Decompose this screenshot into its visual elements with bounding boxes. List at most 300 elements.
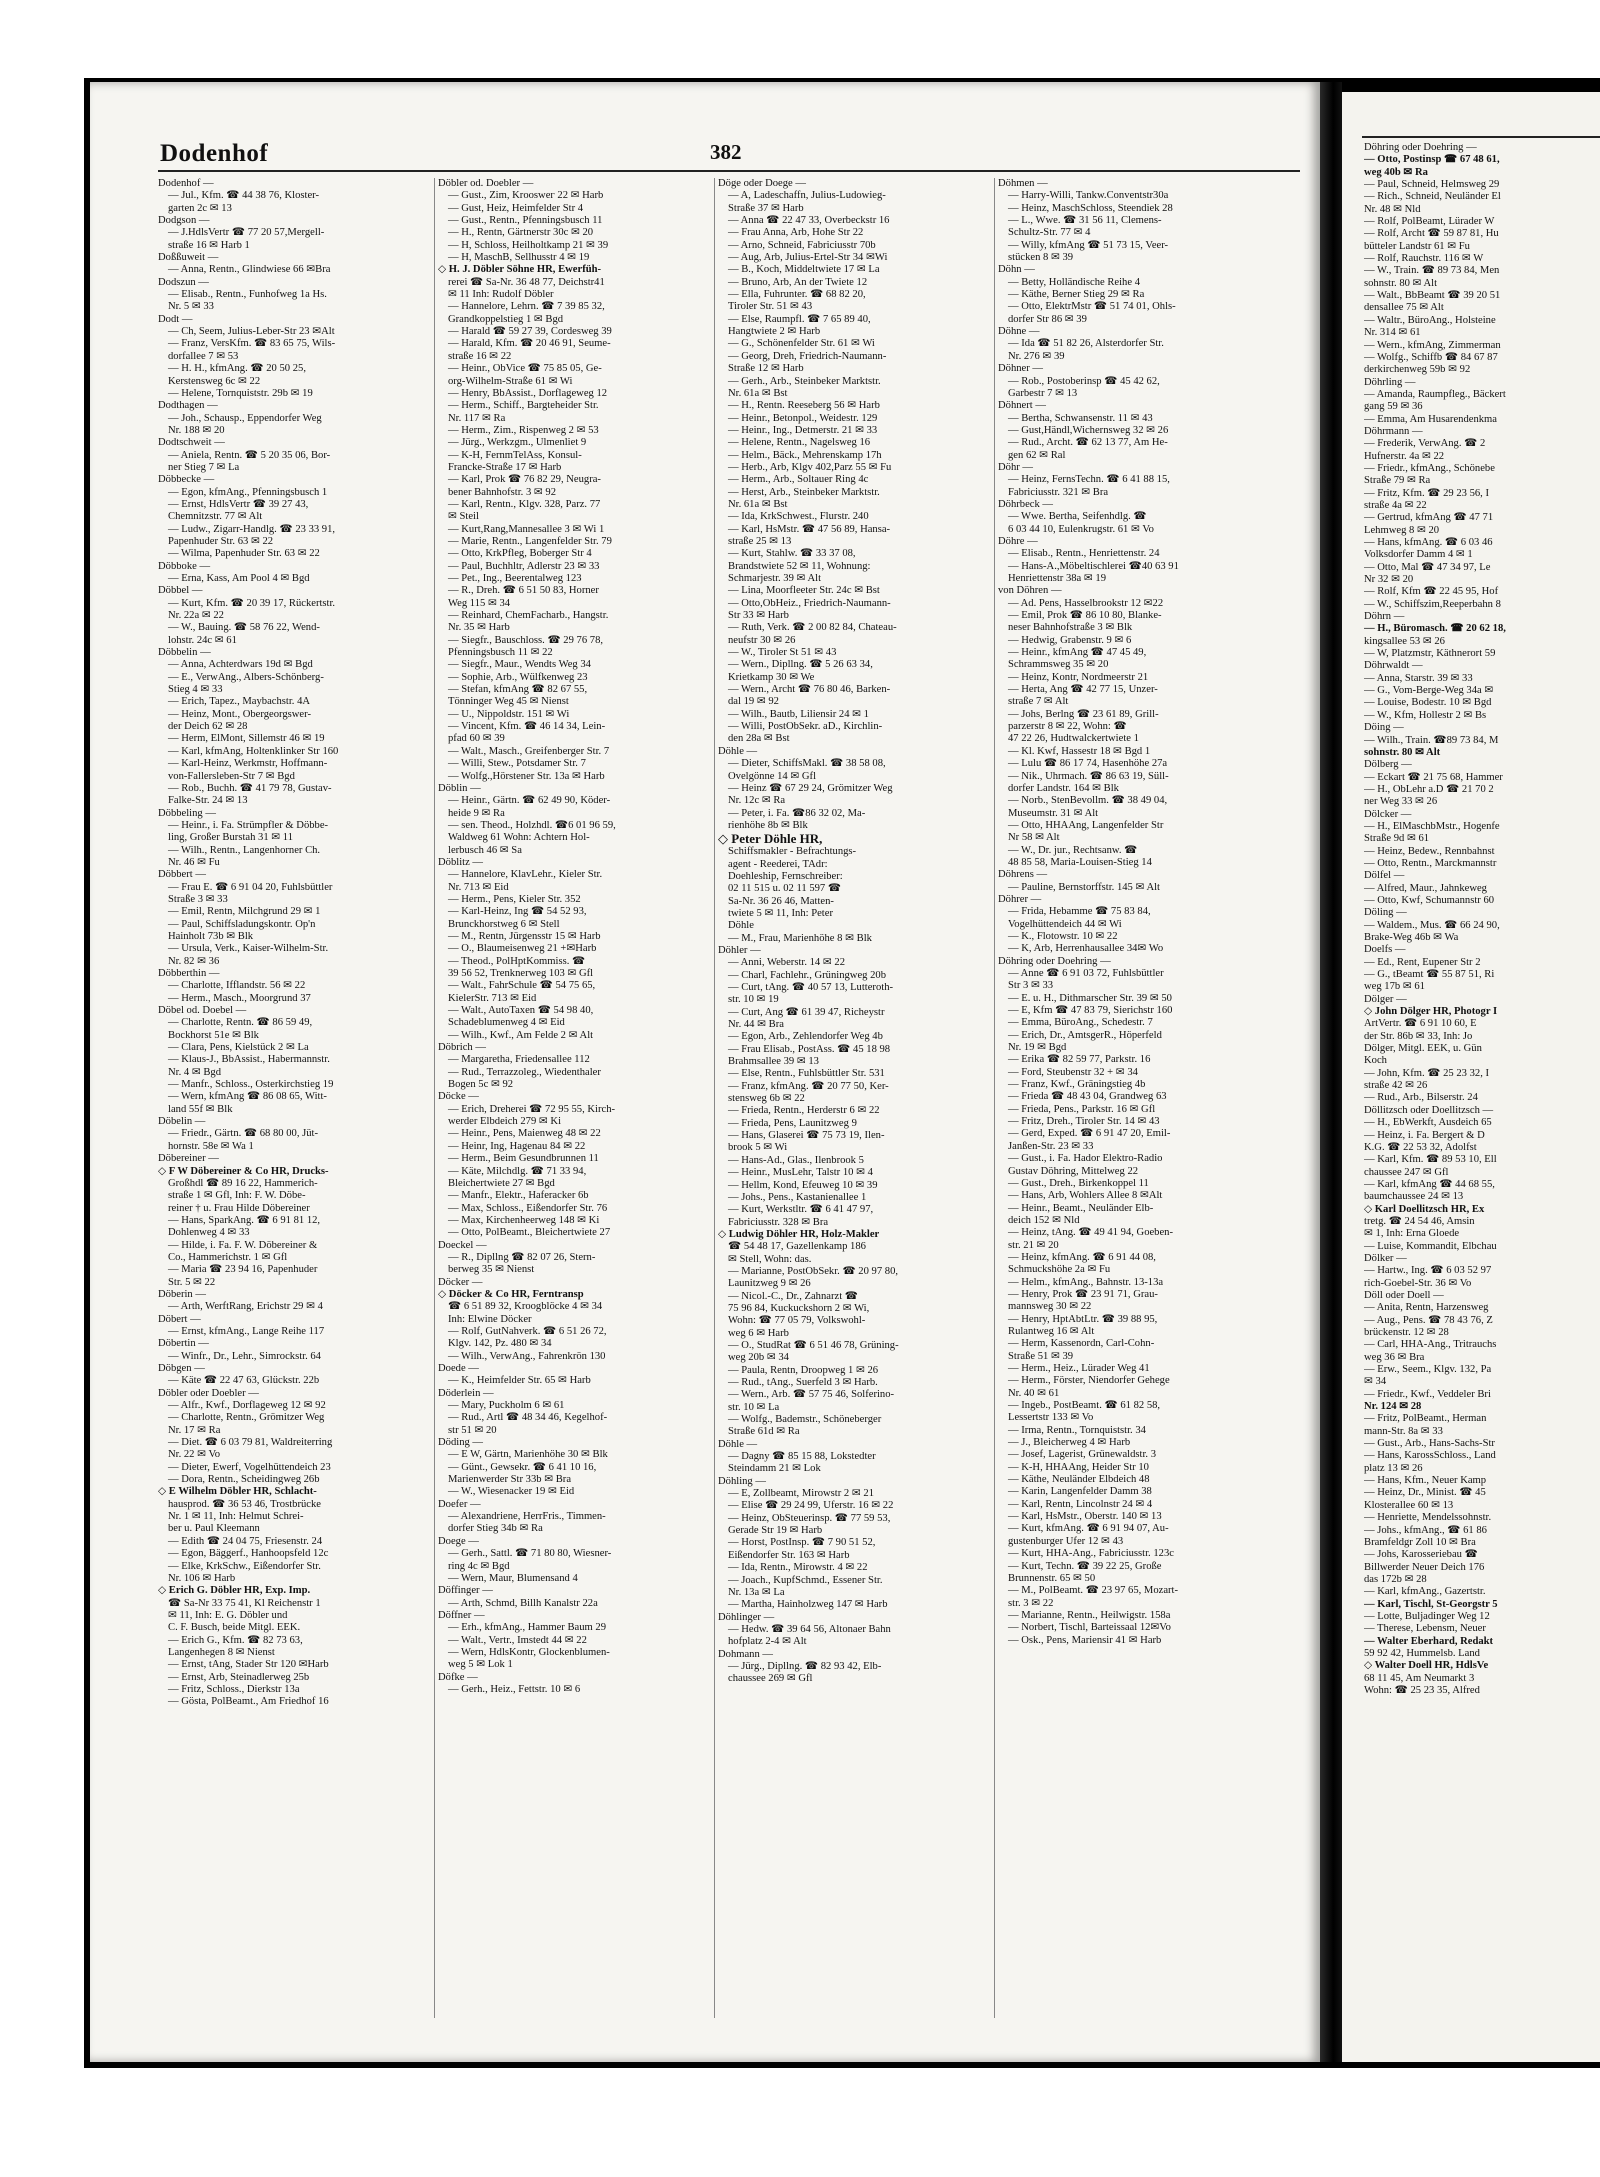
directory-entry: — Curt, Ang ☎ 61 39 47, Richeystr <box>728 1006 885 1018</box>
directory-entry: neufstr 30 ✉ 26 <box>728 634 796 646</box>
directory-entry: Nr. 61a ✉ Bst <box>728 387 788 399</box>
directory-entry: Nr. 117 ✉ Ra <box>448 412 506 424</box>
directory-entry: — Walt., Masch., Greifenberger Str. 7 <box>448 745 610 757</box>
directory-entry: Steindamm 21 ✉ Lok <box>728 1463 821 1475</box>
directory-entry: — W., Wiesenacker 19 ✉ Eid <box>448 1486 575 1498</box>
directory-entry: Fabriciusstr. 328 ✉ Bra <box>728 1216 829 1228</box>
directory-column-5 <box>1364 142 1600 1697</box>
directory-entry: — Hartw., Ing. ☎ 6 03 52 97 <box>1364 1265 1492 1277</box>
directory-entry: — Nicol.-C., Dr., Zahnarzt ☎ <box>728 1290 858 1302</box>
running-head-title: Dodenhof <box>160 140 269 167</box>
directory-entry: ◇ Karl Doellitzsch HR, Ex <box>1364 1203 1485 1215</box>
directory-entry: Schrammsweg 35 ✉ 20 <box>1008 659 1109 671</box>
directory-entry: str. 21 ✉ 20 <box>1008 1239 1059 1251</box>
directory-entry: — Kurt, kfmAng. ☎ 6 91 94 07, Au- <box>1008 1523 1169 1535</box>
directory-entry: — Wern, kfmAng ☎ 86 08 65, Witt- <box>168 1091 327 1103</box>
directory-entry: Nr. 82 ✉ 36 <box>168 955 220 967</box>
directory-entry: — Walt., Vertr., Imstedt 44 ✉ 22 <box>448 1634 587 1646</box>
directory-entry: — Jul., Kfm. ☎ 44 38 76, Kloster- <box>168 190 319 202</box>
directory-entry: Lehmweg 8 ✉ 20 <box>1364 524 1440 536</box>
directory-entry: — Walt., BbBeamt ☎ 39 20 51 <box>1364 290 1501 302</box>
directory-column-1 <box>158 178 430 1709</box>
directory-entry: weg 17b ✉ 61 <box>1364 981 1425 993</box>
directory-entry: derkirchenweg 59b ✉ 92 <box>1364 364 1471 376</box>
directory-entry: — Anita, Rentn, Harzensweg <box>1364 1302 1489 1314</box>
directory-entry: ✉ Steil <box>448 511 479 523</box>
directory-entry: — Franz, kfmAng. ☎ 20 77 50, Ker- <box>728 1080 889 1092</box>
directory-entry: — Siegfr., Bauschloss. ☎ 29 76 78, <box>448 634 604 646</box>
directory-entry: — Herm., Zim., Rispenweg 2 ✉ 53 <box>448 424 599 436</box>
directory-entry: — Ida ☎ 51 82 26, Alsterdorfer Str. <box>1008 338 1164 350</box>
directory-entry: — Karl, kfmAng, Holtenklinker Str 160 <box>168 745 339 757</box>
directory-entry: — Wern, HdlsKontr, Glockenblumen- <box>448 1646 610 1658</box>
directory-entry: — Herta, Ang ☎ 42 77 15, Unzer- <box>1008 684 1158 696</box>
directory-entry: — Karl, Prok ☎ 76 82 29, Neugra- <box>448 474 601 486</box>
directory-entry: straße 7 ✉ Alt <box>1008 696 1069 708</box>
directory-entry: — Norb., StenBevollm. ☎ 38 49 04, <box>1008 795 1168 807</box>
directory-entry: str 51 ✉ 20 <box>448 1424 497 1436</box>
directory-entry: Waldweg 61 Wohn: Achtern Hol- <box>448 832 590 844</box>
directory-entry: — Helene, Tornquiststr. 29b ✉ 19 <box>168 387 313 399</box>
directory-entry: — Heinr., i. Fa. Strümpfler & Döbbe- <box>168 819 329 831</box>
directory-entry: — Günt., Gewsekr. ☎ 6 41 10 16, <box>448 1461 597 1473</box>
directory-entry: — Willy, kfmAng ☎ 51 73 15, Veer- <box>1008 239 1169 251</box>
directory-entry: Vogelhüttendeich 44 ✉ Wi <box>1008 918 1122 930</box>
directory-entry: — Gerh., Heiz., Fettstr. 10 ✉ 6 <box>448 1683 581 1695</box>
directory-entry: Lessertstr 133 ✉ Vo <box>1008 1412 1094 1424</box>
directory-entry: Doehleship, Fernschreiber: <box>728 870 843 882</box>
directory-entry: Dodenhof — <box>158 178 214 189</box>
directory-entry: Großhdl ☎ 89 16 22, Hammerich- <box>168 1177 318 1189</box>
directory-entry: — W., Tiroler St 51 ✉ 43 <box>728 647 837 659</box>
directory-entry: ◇ Erich G. Döbler HR, Exp. Imp. <box>158 1585 311 1597</box>
directory-entry: werder Elbdeich 279 ✉ Ki <box>448 1116 562 1128</box>
directory-entry: Pfenningsbusch 11 ✉ 22 <box>448 647 553 659</box>
directory-entry: — Heinr, Ing, Hagenau 84 ✉ 22 <box>448 1140 586 1152</box>
directory-entry: — Elisab., Rentn., Henriettenstr. 24 <box>1008 548 1160 560</box>
directory-entry: — Johs., kfmAng., ☎ 61 86 <box>1364 1524 1487 1536</box>
directory-entry: Döling — <box>1364 907 1407 919</box>
directory-entry: — Erich G., Kfm. ☎ 82 73 63, <box>168 1634 303 1646</box>
directory-entry: — Herst, Arb., Steinbeker Marktstr. <box>728 486 880 498</box>
directory-entry: weg 6 ✉ Harb <box>728 1327 789 1339</box>
directory-entry: Nr. 44 ✉ Bra <box>728 1019 784 1031</box>
directory-entry: — Frida, Hebamme ☎ 75 83 84, <box>1008 906 1151 918</box>
directory-entry: Döll oder Doell — <box>1364 1289 1444 1301</box>
directory-entry: agent - Reederei, TAdr: <box>728 858 828 870</box>
directory-entry: Volksdorfer Damm 4 ✉ 1 <box>1364 549 1473 561</box>
directory-entry: Döfke — <box>438 1671 478 1683</box>
directory-entry: — Wilh., Train. ☎89 73 84, M <box>1364 734 1499 746</box>
directory-entry: — Marianne, PostObSekr. ☎ 20 97 80, <box>728 1265 899 1277</box>
directory-entry: — Ruth, Verk. ☎ 2 00 82 84, Chateau- <box>728 622 897 634</box>
directory-entry: — Carl, HHA-Ang., Tritrauchs <box>1364 1339 1497 1351</box>
directory-entry: Nr. 35 ✉ Harb <box>448 622 510 634</box>
directory-entry: Papenhuder Str. 63 ✉ 22 <box>168 535 274 547</box>
directory-entry: — Elke, KrkSchw., Eißendorfer Str. <box>168 1560 321 1572</box>
directory-entry: Nr. 22a ✉ 22 <box>168 610 224 622</box>
directory-entry: — Erich, Dreherei ☎ 72 95 55, Kirch- <box>448 1103 616 1115</box>
directory-entry: Döhr — <box>998 461 1034 473</box>
directory-entry: — Otto, Kwf, Schumannstr 60 <box>1364 894 1495 906</box>
directory-column-3 <box>718 178 990 1686</box>
directory-entry: — W., Dr. jur., Rechtsanw. ☎ <box>1008 844 1138 856</box>
directory-entry: Döbberthin — <box>158 968 220 979</box>
directory-entry: — Kurt, HHA-Ang., Fabriciusstr. 123c <box>1008 1548 1174 1560</box>
directory-entry: 02 11 515 u. 02 11 597 ☎ <box>728 883 842 895</box>
directory-entry: Döhling — <box>718 1475 766 1487</box>
directory-entry: Straße 61d ✉ Ra <box>728 1426 800 1438</box>
directory-entry: — Rud., Archt. ☎ 62 13 77, Am He- <box>1008 437 1168 449</box>
directory-entry: — H., EbWerkft, Ausdeich 65 <box>1364 1117 1492 1129</box>
directory-entry: — J.HdlsVertr ☎ 77 20 57,Mergell- <box>168 227 325 239</box>
directory-entry: hornstr. 58e ✉ Wa 1 <box>168 1140 254 1152</box>
directory-entry: — Rud., Terrazzoleg., Wiedenthaler <box>448 1066 601 1078</box>
directory-entry: — Käte ☎ 22 47 63, Glückstr. 22b <box>168 1375 320 1387</box>
directory-entry: — Herm., Heiz., Lürader Weg 41 <box>1008 1363 1150 1374</box>
directory-entry: — K-H, HHAAng, Heider Str 10 <box>1008 1461 1149 1473</box>
directory-entry: — Elise ☎ 29 24 99, Uferstr. 16 ✉ 22 <box>728 1500 894 1512</box>
directory-entry: — Waldem., Mus. ☎ 66 24 90, <box>1364 919 1500 931</box>
directory-entry: — H, MaschB, Sellhusstr 4 ✉ 19 <box>448 252 590 264</box>
directory-entry: — Luise, Kommandit, Elbchau <box>1364 1240 1497 1252</box>
directory-entry: — Käte, Milchdlg. ☎ 71 33 94, <box>448 1165 587 1177</box>
directory-entry: — O., StudRat ☎ 6 51 46 78, Grüning- <box>728 1339 899 1351</box>
directory-entry: — Karl, Rentn, Lincolnstr 24 ✉ 4 <box>1008 1498 1153 1510</box>
directory-entry: Döhrer — <box>998 893 1042 905</box>
directory-entry: parzerstr 8 ✉ 22, Wohn: ☎ <box>1008 721 1127 733</box>
directory-entry: — Erw., Seem., Klgv. 132, Pa <box>1364 1364 1492 1376</box>
directory-entry: — Joh., Schausp., Eppendorfer Weg <box>168 412 322 424</box>
directory-entry: Döbert — <box>158 1313 201 1325</box>
directory-entry: — R., Dipllng ☎ 82 07 26, Stern- <box>448 1251 596 1263</box>
directory-entry: — Fritz, Kfm. ☎ 29 23 56, I <box>1364 487 1490 499</box>
directory-entry: — Herm., Arb., Soltauer Ring 4c <box>728 474 869 486</box>
directory-entry: — W., Train. ☎ 89 73 84, Men <box>1364 265 1500 277</box>
directory-entry: Döing — <box>1364 722 1404 734</box>
directory-entry: deich 152 ✉ Nld <box>1008 1214 1080 1226</box>
directory-entry: Schadeblumenweg 4 ✉ Eid <box>448 1017 565 1029</box>
directory-entry: — Max, Schloss., Eißendorfer Str. 76 <box>448 1202 608 1214</box>
directory-entry: Nr. 40 ✉ 61 <box>1008 1387 1060 1399</box>
directory-entry: Nr. 124 ✉ 28 <box>1364 1401 1422 1413</box>
directory-entry: — Rob., Postoberinsp ☎ 45 42 62, <box>1008 375 1160 387</box>
directory-entry: land 55f ✉ Blk <box>168 1103 233 1115</box>
directory-entry: ring 4c ✉ Bgd <box>448 1560 510 1572</box>
directory-entry: — W., Bauing. ☎ 58 76 22, Wend- <box>168 622 320 634</box>
directory-entry: — W., Schiffszim,Reeperbahn 8 <box>1364 598 1501 610</box>
directory-entry: — Erich, Dr., AmtsgerR., Höperfeld <box>1008 1029 1162 1041</box>
directory-entry: — Käthe, Berner Stieg 29 ✉ Ra <box>1008 289 1145 301</box>
directory-entry: — Horst, PostInsp. ☎ 7 90 51 52, <box>728 1537 876 1549</box>
directory-entry: — Edith ☎ 24 04 75, Friesenstr. 24 <box>168 1535 323 1547</box>
directory-entry: — Pauline, Bernstorffstr. 145 ✉ Alt <box>1008 881 1160 893</box>
directory-entry: — Winfr., Dr., Lehr., Simrockstr. 64 <box>168 1350 321 1362</box>
directory-entry: Schiffsmakler - Befrachtungs- <box>728 846 857 858</box>
directory-entry: — Wwe. Bertha, Seifenhdlg. ☎ <box>1008 511 1147 523</box>
directory-entry: Döhrbeck — <box>998 498 1054 510</box>
directory-entry: — Heinz ☎ 67 29 24, Grömitzer Weg <box>728 782 893 794</box>
directory-entry: Nr 32 ✉ 20 <box>1364 574 1414 586</box>
directory-entry: Döhner — <box>998 363 1044 375</box>
directory-entry: ◇ Ludwig Döhler HR, Holz-Makler <box>718 1228 880 1240</box>
directory-entry: Dölfel — <box>1364 870 1405 882</box>
directory-entry: — H., Rentn, Gärtnerstr 30c ✉ 20 <box>448 227 594 239</box>
directory-entry: str. 3 ✉ 22 <box>1008 1597 1054 1609</box>
directory-entry: Doefer — <box>438 1498 481 1510</box>
directory-entry: Döhnert — <box>998 400 1046 412</box>
directory-entry: Döhring oder Doehring — <box>1364 142 1477 153</box>
directory-entry: mann-Str. 8a ✉ 33 <box>1364 1425 1443 1437</box>
directory-entry: — Heinr., MusLehr, Talstr 10 ✉ 4 <box>728 1167 873 1179</box>
directory-entry: — Hans, Arb, Wohlers Allee 8 ✉Alt <box>1008 1190 1163 1202</box>
directory-entry: — Waltr., BüroAng., Holsteine <box>1364 314 1496 326</box>
directory-entry: — Gust., Rentn., Pfenningsbusch 11 <box>448 215 603 227</box>
directory-entry: Garbestr 7 ✉ 13 <box>1008 387 1078 399</box>
directory-entry: — Siegfr., Maur., Wendts Weg 34 <box>448 659 591 671</box>
directory-entry: — Hans-Ad., Glas., Ilenbrook 5 <box>728 1154 864 1166</box>
directory-entry: — Hedwig, Grabenstr. 9 ✉ 6 <box>1008 634 1132 646</box>
directory-entry: — Wern., Arb. ☎ 57 75 46, Solferino- <box>728 1389 895 1401</box>
directory-entry: str. 10 ✉ 19 <box>728 994 779 1006</box>
directory-entry: Döcke — <box>438 1091 479 1103</box>
directory-entry: Döbbel — <box>158 585 203 597</box>
directory-entry: — Norbert, Tischl, Barteissaal 12✉Vo <box>1008 1622 1171 1634</box>
directory-entry: — G., tBeamt ☎ 55 87 51, Ri <box>1364 969 1495 981</box>
directory-entry: chaussee 247 ✉ Gfl <box>1364 1166 1449 1178</box>
directory-entry: — Louise, Bodestr. 10 ✉ Bgd <box>1364 697 1492 709</box>
directory-entry: Co., Hammerichstr. 1 ✉ Gfl <box>168 1251 288 1263</box>
directory-entry: — Alfr., Kwf., Dorflageweg 12 ✉ 92 <box>168 1400 326 1412</box>
directory-entry: Döberin — <box>158 1288 206 1300</box>
directory-entry: Bogen 5c ✉ 92 <box>448 1079 514 1091</box>
directory-entry: — Margaretha, Friedensallee 112 <box>448 1054 590 1066</box>
directory-entry: Döbler od. Doebler — <box>438 178 534 189</box>
directory-entry: — Ella, Fuhrunter. ☎ 68 82 20, <box>728 289 866 301</box>
directory-entry: — Curt, tAng. ☎ 40 57 13, Lutteroth- <box>728 982 894 993</box>
directory-entry: — Lina, Moorfleeter Str. 24c ✉ Bst <box>728 585 880 597</box>
directory-entry: — Egon, Arb., Zehlendorfer Weg 4b <box>728 1031 883 1043</box>
directory-entry: — Wern., kfmAng, Zimmerman <box>1364 339 1501 351</box>
directory-entry: Billwerder Neuer Deich 176 <box>1364 1561 1485 1573</box>
directory-entry: — Karl, Tischl, St-Georgstr 5 <box>1364 1598 1498 1610</box>
directory-entry: — Otto, Mal ☎ 47 34 97, Le <box>1364 561 1491 573</box>
directory-entry: Stieg 4 ✉ 33 <box>168 684 223 696</box>
directory-entry: densallee 75 ✉ Alt <box>1364 302 1444 314</box>
directory-entry: str. 10 ✉ La <box>728 1401 780 1413</box>
directory-entry: — Walter Eberhard, Redakt <box>1364 1635 1494 1647</box>
directory-entry: Str 3 ✉ 33 <box>1008 980 1054 992</box>
directory-entry: Döhn — <box>998 264 1035 276</box>
directory-entry: bütteler Landstr 61 ✉ Fu <box>1364 240 1470 252</box>
directory-entry: — Bruno, Arb, An der Twiete 12 <box>728 276 868 288</box>
directory-entry: — Irma, Rentn., Tornquiststr. 34 <box>1008 1424 1146 1436</box>
directory-entry: Döhlinger — <box>718 1611 775 1623</box>
directory-entry: — Gust., Dreh., Birkenkoppel 11 <box>1008 1177 1149 1189</box>
directory-entry: ✉ Stell, Wohn: das. <box>728 1253 812 1265</box>
directory-entry: Tiroler Str. 51 ✉ 43 <box>728 301 813 313</box>
directory-entry: Döblitz — <box>438 856 484 868</box>
directory-entry: — Heinz, Bedew., Rennbahnst <box>1364 845 1495 857</box>
directory-entry: Döhrn — <box>1364 611 1405 623</box>
directory-entry: — G., Vom-Berge-Weg 34a ✉ <box>1364 685 1494 697</box>
directory-entry: Straße 3 ✉ 33 <box>168 893 228 905</box>
directory-entry: — Ida, KrkSchwest., Flurstr. 240 <box>728 511 869 523</box>
directory-entry: — Arno, Schneid, Fabriciusstr 70b <box>728 239 876 251</box>
directory-entry: chaussee 269 ✉ Gfl <box>728 1673 813 1685</box>
directory-entry: — H., ObLehr a.D ☎ 21 70 2 <box>1364 783 1494 795</box>
directory-entry: Döbereiner — <box>158 1153 219 1165</box>
directory-entry: — Henry, Prok ☎ 23 91 71, Grau- <box>1008 1288 1158 1300</box>
directory-entry: 39 56 52, Trenknerweg 103 ✉ Gfl <box>448 968 594 979</box>
directory-entry: — H., ElMaschbMstr., Hogenfe <box>1364 820 1500 832</box>
directory-entry: reiner † u. Frau Hilde Döbereiner <box>168 1202 310 1214</box>
directory-entry: — Hedw. ☎ 39 64 56, Altonaer Bahn <box>728 1623 891 1635</box>
directory-entry: Doede — <box>438 1363 479 1374</box>
directory-entry: — Herm., Förster, Niendorfer Gehege <box>1008 1375 1170 1387</box>
directory-entry: 47 22 26, Hudtwalckertwiete 1 <box>1008 733 1139 745</box>
directory-entry: — B., Koch, Middeltwiete 17 ✉ La <box>728 264 880 276</box>
directory-entry: — M., Frau, Marienhöhe 8 ✉ Blk <box>728 932 872 944</box>
directory-entry: Döhle — <box>718 1438 758 1450</box>
directory-entry: ling, Großer Burstah 31 ✉ 11 <box>168 832 293 844</box>
directory-entry: — Friedr., kfmAng., Schönebe <box>1364 462 1495 474</box>
directory-entry: Chemnitzstr. 77 ✉ Alt <box>168 511 263 523</box>
directory-entry: — Mary, Puckholm 6 ✉ 61 <box>448 1400 565 1412</box>
directory-entry: — Harald ☎ 59 27 39, Cordesweg 39 <box>448 326 612 338</box>
directory-entry: — A, Ladeschaffn, Julius-Ludowieg- <box>728 190 886 202</box>
directory-entry: — Frederik, VerwAng. ☎ 2 <box>1364 438 1486 450</box>
directory-entry: Falke-Str. 24 ✉ 13 <box>168 795 248 807</box>
directory-entry: — H, Schloss, Heilholtkamp 21 ✉ 39 <box>448 239 609 251</box>
directory-entry: Hangtwiete 2 ✉ Harb <box>728 326 821 338</box>
directory-entry: — Ed., Rent, Eupener Str 2 <box>1364 956 1481 968</box>
directory-entry: — Lotte, Buljadinger Weg 12 <box>1364 1610 1490 1622</box>
directory-entry: — Helene, Rentn., Nagelsweg 16 <box>728 437 871 449</box>
directory-entry: — Hans, Kfm., Neuer Kamp <box>1364 1475 1487 1487</box>
directory-entry: ◇ John Dölger HR, Photogr I <box>1364 1006 1498 1018</box>
header-rule <box>1362 136 1600 138</box>
directory-entry: ☎ Sa-Nr 33 75 41, Kl Reichenstr 1 <box>168 1597 321 1609</box>
directory-entry: — Heinr., kfmAng ☎ 47 45 49, <box>1008 647 1147 659</box>
directory-entry: K.G. ☎ 22 53 32, Adolfst <box>1364 1141 1477 1153</box>
directory-entry: — Bertha, Schwansenstr. 11 ✉ 43 <box>1008 412 1153 424</box>
directory-entry: pfad 60 ✉ 39 <box>448 733 505 745</box>
directory-entry: — Amanda, Raumpfleg., Bäckert <box>1364 388 1506 400</box>
directory-entry: Nr. 106 ✉ Harb <box>168 1572 236 1584</box>
directory-entry: Nr. 17 ✉ Ra <box>168 1424 221 1436</box>
directory-entry: lohstr. 24c ✉ 61 <box>168 634 237 646</box>
directory-entry: Langenhegen 8 ✉ Nienst <box>168 1646 275 1658</box>
directory-entry: Dölker — <box>1364 1252 1407 1264</box>
directory-entry: — Hans, KarossSchloss., Land <box>1364 1450 1496 1462</box>
directory-entry: — W, Platzmstr, Käthnerort 59 <box>1364 648 1496 660</box>
directory-entry: Döbrich — <box>438 1042 486 1054</box>
directory-entry: — Rich., Schneid, Neuländer El <box>1364 191 1501 203</box>
directory-entry: — Reinhard, ChemFacharb., Hangstr. <box>448 610 609 622</box>
directory-entry: Döllitzsch oder Doellitzsch — <box>1364 1104 1494 1116</box>
directory-entry: Döhrmann — <box>1364 425 1423 437</box>
directory-entry: Döhre — <box>998 535 1038 547</box>
directory-entry: Hainholt 73b ✉ Blk <box>168 930 254 942</box>
directory-entry: — Betty, Holländische Reihe 4 <box>1008 276 1141 288</box>
directory-entry: Bleichertwiete 27 ✉ Bgd <box>448 1177 555 1189</box>
directory-entry: — Karl, HsMstr. ☎ 47 56 89, Hansa- <box>728 523 891 535</box>
directory-entry: der Deich 62 ✉ 28 <box>168 721 248 733</box>
directory-entry: — Wern., Archt ☎ 76 80 46, Barken- <box>728 684 891 696</box>
directory-entry: — Hans, Glaserei ☎ 75 73 19, Ilen- <box>728 1130 885 1142</box>
directory-entry: — Heinz, kfmAng. ☎ 6 91 44 08, <box>1008 1251 1156 1263</box>
book-gutter <box>1320 82 1342 2062</box>
directory-entry: ✉ 1, Inh: Erna Gloede <box>1364 1228 1460 1240</box>
directory-entry: — Kl. Kwf, Hassestr 18 ✉ Bgd 1 <box>1008 745 1151 757</box>
directory-entry: — Walt., AutoTaxen ☎ 54 98 40, <box>448 1005 594 1017</box>
header-rule <box>158 170 1300 172</box>
directory-entry: bener Bahnhofstr. 3 ✉ 92 <box>448 486 557 498</box>
directory-entry: 75 96 84, Kuckuckshorn 2 ✉ Wi, <box>728 1302 870 1314</box>
directory-entry: Döhne — <box>998 326 1040 338</box>
directory-entry: — Theod., PolHptKommiss. ☎ <box>448 955 586 967</box>
directory-entry: straße 4a ✉ 22 <box>1364 499 1427 511</box>
directory-entry: — Josef, Lagerist, Grünewaldstr. 3 <box>1008 1449 1156 1461</box>
directory-entry: — Max, Kirchenheerweg 148 ✉ Ki <box>448 1214 600 1226</box>
directory-entry: — Hans-A.,Möbeltischlerei ☎40 63 91 <box>1008 560 1179 572</box>
directory-entry: KielerStr. 713 ✉ Eid <box>448 992 537 1004</box>
directory-entry: Döbel od. Doebel — <box>158 1005 247 1017</box>
directory-entry: — Ford, Steubenstr 32 + ✉ 34 <box>1008 1066 1138 1078</box>
directory-entry: Janßen-Str. 23 ✉ 33 <box>1008 1140 1094 1152</box>
directory-entry: — H. H., kfmAng. ☎ 20 50 25, <box>168 363 306 375</box>
directory-entry: — Anna, Achterdwars 19d ✉ Bgd <box>168 659 313 671</box>
directory-entry: Dohlenweg 4 ✉ 33 <box>168 1227 250 1239</box>
directory-entry: ☎ 6 51 89 32, Kroogblöcke 4 ✉ 34 <box>448 1301 603 1313</box>
directory-entry: — Gust,Händl,Wichernsweg 32 ✉ 26 <box>1008 424 1169 436</box>
directory-entry: — Friedr., Kwf., Veddeler Bri <box>1364 1388 1491 1400</box>
directory-entry: — G., Schönenfelder Str. 61 ✉ Wi <box>728 338 875 350</box>
directory-entry: — Herm, Kassenordn, Carl-Cohn- <box>1008 1338 1155 1350</box>
directory-entry: das 172b ✉ 28 <box>1364 1573 1427 1585</box>
directory-entry: Fabriciusstr. 321 ✉ Bra <box>1008 486 1109 498</box>
directory-entry: Marienwerder Str 33b ✉ Bra <box>448 1474 572 1486</box>
directory-entry: — Johs, Karosseriebau ☎ <box>1364 1549 1478 1561</box>
directory-entry: — Henriette, Mendelssohnstr. <box>1364 1512 1492 1524</box>
directory-entry: — Jürg., Werkzgm., Ulmenliet 9 <box>448 437 587 449</box>
directory-entry: Döhrwaldt — <box>1364 660 1423 672</box>
directory-entry: — Gerh., Arb., Steinbeker Marktstr. <box>728 375 881 387</box>
directory-entry: lerbusch 46 ✉ Sa <box>448 844 522 856</box>
directory-entry: — Manfr., Elektr., Haferacker 6b <box>448 1190 589 1202</box>
directory-entry: hausprod. ☎ 36 53 46, Trostbrücke <box>168 1498 321 1510</box>
directory-entry: — Wilh., VerwAng., Fahrenkrön 130 <box>448 1350 606 1362</box>
directory-entry: — Wilh., Kwf., Am Felde 2 ✉ Alt <box>448 1029 594 1041</box>
directory-entry: — E., VerwAng., Albers-Schönberg- <box>168 671 324 683</box>
directory-entry: — Rolf, Archt ☎ 59 87 81, Hu <box>1364 228 1499 240</box>
directory-entry: Klosterallee 60 ✉ 13 <box>1364 1499 1454 1511</box>
directory-entry: Nr. 713 ✉ Eid <box>448 881 509 893</box>
directory-entry: neser Bahnhofstraße 3 ✉ Blk <box>1008 622 1133 634</box>
directory-entry: — Wern., Dipllng. ☎ 5 26 63 34, <box>728 659 873 671</box>
directory-entry: — Frieda ☎ 48 43 04, Grandweg 63 <box>1008 1091 1167 1103</box>
directory-entry: berweg 35 ✉ Nienst <box>448 1264 535 1276</box>
directory-entry: — Peter, i. Fa. ☎86 32 02, Ma- <box>728 807 866 819</box>
directory-entry: Döblin — <box>438 782 481 794</box>
directory-entry: — Harry-Willi, Tankw.Conventstr30a <box>1008 190 1169 202</box>
column-divider <box>994 178 995 2018</box>
directory-entry: ber u. Paul Kleemann <box>168 1523 260 1535</box>
directory-entry: Gustav Döhring, Mittelweg 22 <box>1008 1165 1139 1177</box>
directory-entry: — Emma, BüroAng., Schedestr. 7 <box>1008 1017 1153 1029</box>
directory-entry: — Wilh., Rentn., Langenhorner Ch. <box>168 844 321 856</box>
